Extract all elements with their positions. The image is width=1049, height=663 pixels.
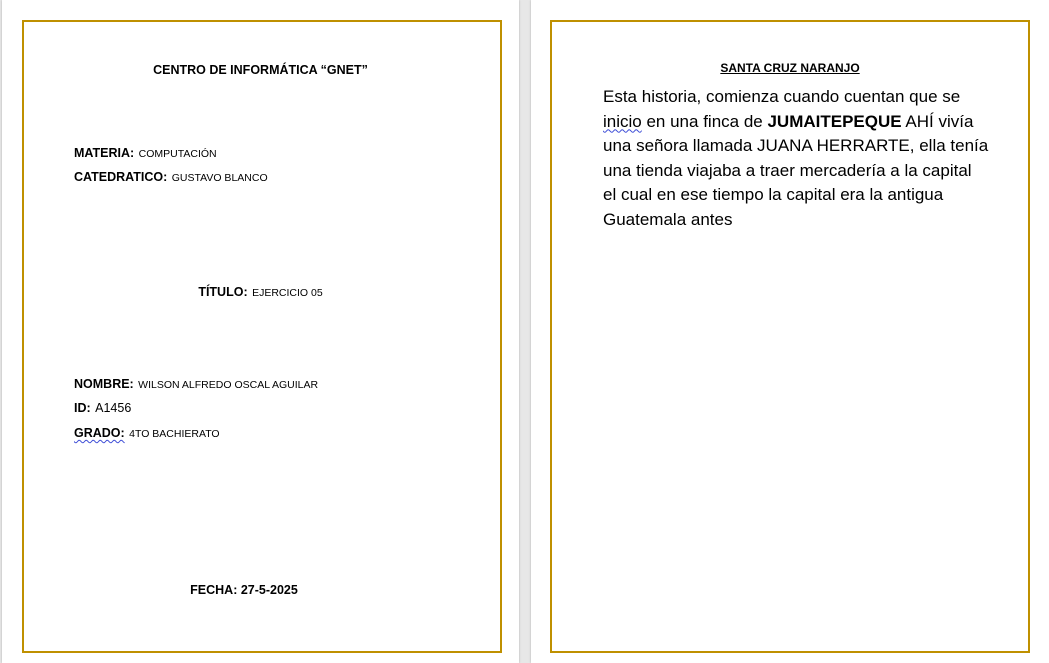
- titulo-row: [2, 283, 519, 301]
- nombre-value: WILSON ALFREDO OSCAL AGUILAR: [138, 379, 319, 391]
- grado-label: GRADO:: [74, 426, 125, 440]
- fecha-text: FECHA: 27-5-2025: [190, 583, 298, 597]
- id-label: ID:: [74, 401, 91, 415]
- catedratico-label: CATEDRATICO:: [74, 170, 168, 184]
- materia-value: COMPUTACIÓN: [138, 148, 217, 160]
- materia-label: MATERIA:: [74, 146, 135, 160]
- story-line-5: el cual en ese tiempo la capital era la antigua: [603, 185, 944, 205]
- center-title: CENTRO DE INFORMÁTICA “GNET”: [153, 63, 368, 77]
- nombre-row: [74, 375, 318, 393]
- story-line-6: Guatemala antes: [603, 209, 733, 229]
- story-line-2-mid: en una finca de: [641, 111, 768, 131]
- materia-row: [74, 144, 217, 162]
- catedratico-value: GUSTAVO BLANCO: [171, 172, 268, 184]
- spellcheck-flagged-word[interactable]: inicio: [603, 111, 642, 131]
- story-bold-place: JUMAITEPEQUE: [767, 111, 902, 131]
- titulo-value: EJERCICIO 05: [252, 287, 323, 299]
- story-line-3: una señora llamada JUANA HERRARTE, ella tenía: [603, 136, 989, 156]
- story-line-1: Esta historia, comienza cuando cuentan que se: [603, 87, 961, 106]
- grado-value: 4TO BACHIERATO: [129, 428, 220, 440]
- story-line-4: una tienda viajaba a traer mercadería a la capital: [603, 160, 972, 180]
- id-value: A1456: [95, 401, 132, 415]
- story-line-2-end: AHÍ vivía: [901, 111, 974, 131]
- grado-row: [74, 424, 220, 442]
- story-line-2: [603, 110, 993, 135]
- id-row: [74, 399, 131, 417]
- cover-page-border: [22, 20, 502, 653]
- nombre-label: NOMBRE:: [74, 377, 134, 391]
- story-body: [603, 85, 993, 233]
- story-page: [531, 0, 1049, 663]
- catedratico-row: [74, 168, 268, 186]
- story-title: SANTA CRUZ NARANJO: [720, 61, 860, 75]
- cover-page: [2, 0, 519, 663]
- titulo-label: TÍTULO:: [198, 285, 248, 299]
